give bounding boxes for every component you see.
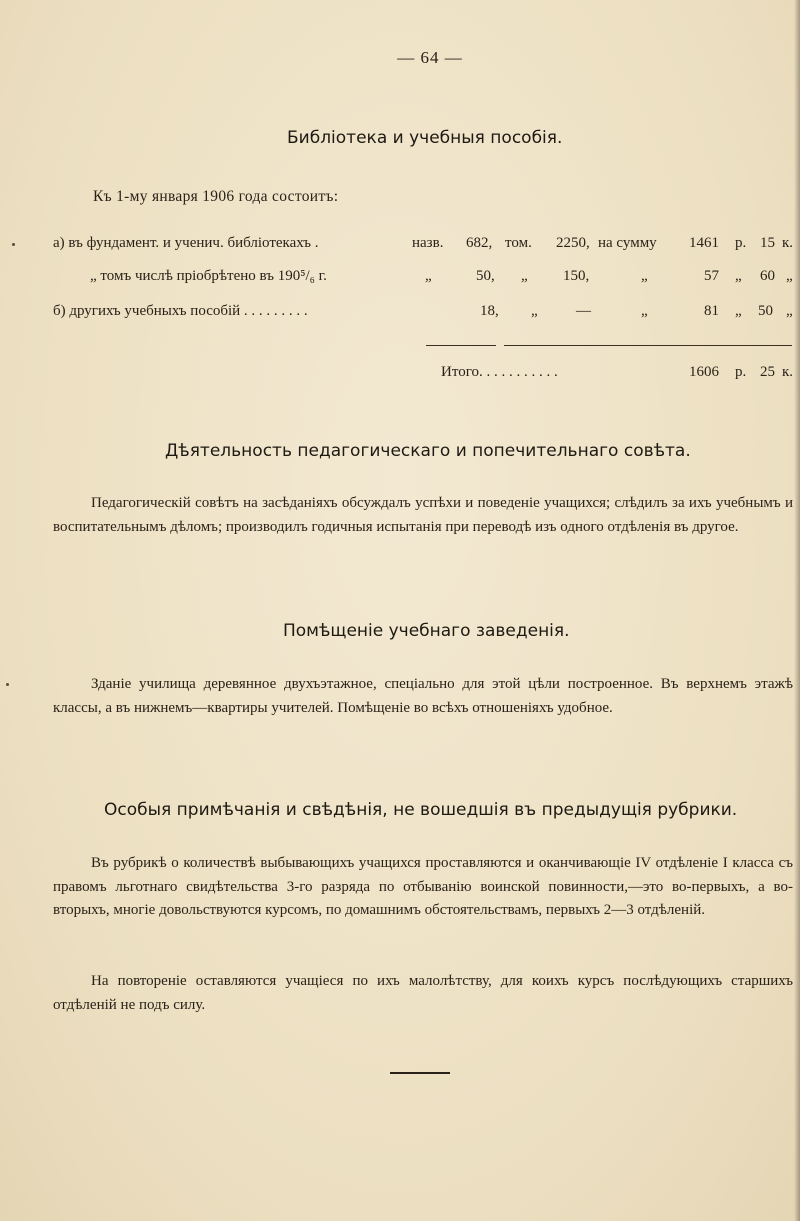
row-volumes-count: 2250, <box>556 235 590 251</box>
section-title-building: Помѣщеніе учебнаго заведенія. <box>283 621 570 641</box>
row-kopecks-unit: к. <box>782 235 794 251</box>
total-rubles-unit: р. <box>735 364 747 380</box>
total-label: Итого. . . . . . . . . . . <box>441 364 558 380</box>
print-speck <box>6 683 9 686</box>
row-label: а) въ фундамент. и ученич. библіотекахъ . <box>53 235 319 251</box>
row-kopecks-unit: „ <box>786 268 793 284</box>
row-titles-count: 682, <box>466 235 493 251</box>
row-label: „ томъ числѣ пріобрѣтено въ 190⁵/₆ г. <box>90 268 327 284</box>
sum-rule <box>426 345 496 346</box>
print-speck <box>12 243 15 246</box>
library-intro: Къ 1-му января 1906 года состоитъ: <box>93 188 339 205</box>
row-rubles: 57 <box>704 268 719 284</box>
row-titles-count: 50, <box>476 268 495 284</box>
row-sum-label: „ <box>641 268 648 284</box>
row-kopecks: 50 <box>758 303 773 319</box>
row-kopecks: 60 <box>760 268 775 284</box>
section-title-council: Дѣятельность педагогическаго и попечительнаго совѣта. <box>165 441 691 461</box>
row-volumes-count: 150, <box>563 268 590 284</box>
row-kopecks: 15 <box>760 235 775 251</box>
row-unit-volumes: „ <box>521 268 528 284</box>
notes-paragraph: На повтореніе оставляются учащіеся по ихъ малолѣтству, для коихъ курсъ послѣдующихъ старшихъ отдѣленій не подъ силу. <box>53 973 793 1013</box>
total-kopecks: 25 <box>760 364 775 380</box>
row-rubles-unit: р. <box>735 235 747 251</box>
row-rubles-unit: „ <box>735 268 742 284</box>
total-kopecks-unit: к. <box>782 364 794 380</box>
section-title-notes: Особыя примѣчанія и свѣдѣнія, не вошедшія въ предыдущія рубрики. <box>104 800 738 820</box>
notes-paragraph: Въ рубрикѣ о количествѣ выбывающихъ учащихся проставляются и оканчивающіе IV отдѣленіе I класса съ правомъ льготнаго свидѣтельства 3-го разряда по отбыванію воинской повинности,—это во-первыхъ, а во-вторыхъ, многіе довольствуются курсомъ, по домашнимъ обстоятельствамъ, первыхъ 2—3 отдѣленій. <box>53 855 793 918</box>
sum-rule <box>504 345 792 346</box>
row-unit-volumes: том. <box>505 235 532 251</box>
page-edge-shadow <box>794 0 800 1221</box>
total-rubles: 1606 <box>689 364 719 380</box>
section-title-library: Библіотека и учебныя пособія. <box>287 128 563 148</box>
council-paragraph: Педагогическій совѣтъ на засѣданіяхъ обсуждалъ успѣхи и поведеніе учащихся; слѣдилъ за ихъ учебнымъ и воспитательнымъ дѣломъ; производилъ годичныя испытанія при переводѣ изъ одного отдѣленія въ другое. <box>53 495 793 535</box>
row-sum-label: „ <box>641 303 648 319</box>
row-sum-label: на сумму <box>598 235 657 251</box>
building-paragraph: Зданіе училища деревянное двухъэтажное, спеціально для этой цѣли построенное. Въ верхнемъ этажѣ классы, а въ нижнемъ—квартиры учителей. Помѣщеніе во всѣхъ отношеніяхъ удобное. <box>53 676 793 716</box>
row-titles-count: 18, <box>480 303 499 319</box>
row-rubles-unit: „ <box>735 303 742 319</box>
row-kopecks-unit: „ <box>786 303 793 319</box>
page-number: — 64 — <box>397 48 463 67</box>
row-unit-titles: „ <box>425 268 432 284</box>
row-label: б) другихъ учебныхъ пособій . . . . . . . . . <box>53 303 308 319</box>
row-unit-volumes: „ <box>531 303 538 319</box>
row-unit-titles: назв. <box>412 235 444 251</box>
row-rubles: 81 <box>704 303 719 319</box>
row-rubles: 1461 <box>689 235 719 251</box>
row-volumes-count: — <box>576 303 591 319</box>
closing-rule <box>390 1072 450 1074</box>
